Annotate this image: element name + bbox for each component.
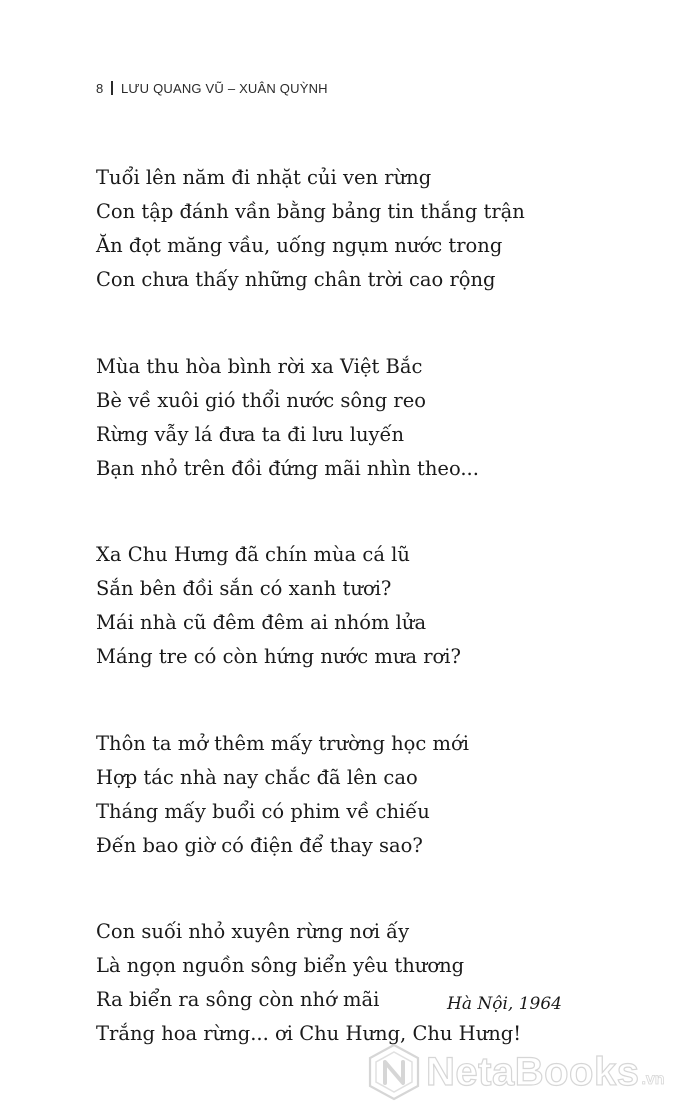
poem-signature: Hà Nội, 1964 xyxy=(447,994,562,1014)
poem-line: Tuổi lên năm đi nhặt củi ven rừng xyxy=(96,166,432,189)
poem-line: Xa Chu Hưng đã chín mùa cá lũ xyxy=(96,543,410,566)
poem-line: Con suối nhỏ xuyên rừng nơi ấy xyxy=(96,920,410,943)
poem-stanza xyxy=(96,727,616,863)
poem-line: Thôn ta mở thêm mấy trường học mới xyxy=(96,731,470,755)
watermark-suffix: .vn xyxy=(641,1071,665,1088)
poem-line: Ra biển ra sông còn nhớ mãi xyxy=(96,988,380,1011)
poem-line: Con chưa thấy những chân trời cao rộng xyxy=(96,268,496,291)
netabooks-logo-icon xyxy=(368,1043,420,1101)
poem-body xyxy=(96,161,616,1051)
running-header xyxy=(96,78,328,98)
poem-line: Là ngọn nguồn sông biển yêu thương xyxy=(96,954,465,977)
poem-line: Rừng vẫy lá đưa ta đi lưu luyến xyxy=(96,422,405,446)
poem-line: Đến bao giờ có điện để thay sao? xyxy=(96,833,423,857)
running-title: LƯU QUANG VŨ – XUÂN QUỲNH xyxy=(120,80,328,96)
poem-line: Bạn nhỏ trên đồi đứng mãi nhìn theo... xyxy=(96,456,479,480)
poem-line: Ăn đọt măng vầu, uống ngụm nước trong xyxy=(96,234,503,257)
page-number: 8 xyxy=(96,80,104,96)
poem-stanza xyxy=(96,538,616,674)
netabooks-watermark xyxy=(368,1042,665,1102)
poem-stanza xyxy=(96,915,616,1051)
poem-line: Máng tre có còn hứng nước mưa rơi? xyxy=(96,645,461,668)
poem-line: Trắng hoa rừng... ơi Chu Hưng, Chu Hưng! xyxy=(96,1022,522,1045)
poem-line: Tháng mấy buổi có phim về chiếu xyxy=(96,799,430,823)
header-separator xyxy=(111,81,113,95)
poem-line: Con tập đánh vần bằng bảng tin thắng trận xyxy=(96,200,525,223)
poem-line: Hợp tác nhà nay chắc đã lên cao xyxy=(96,765,418,789)
poem-stanza xyxy=(96,161,616,297)
poem-line: Mái nhà cũ đêm đêm ai nhóm lửa xyxy=(96,611,427,634)
poem-line: Bè về xuôi gió thổi nước sông reo xyxy=(96,388,426,412)
poem-stanza xyxy=(96,350,616,486)
watermark-brand: NetaBooks xyxy=(426,1049,640,1094)
poem-line: Mùa thu hòa bình rời xa Việt Bắc xyxy=(96,354,423,378)
poem-line: Sắn bên đồi sắn có xanh tươi? xyxy=(96,577,392,600)
